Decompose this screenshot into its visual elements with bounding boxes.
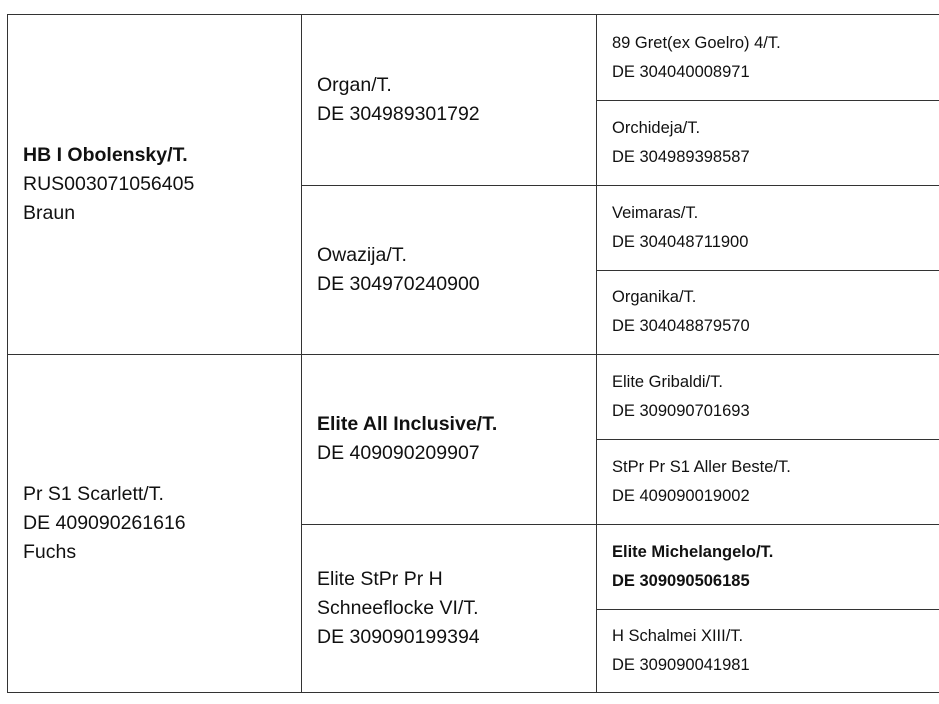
great-grandparent-cell [597, 524, 939, 609]
grandparent-name: Elite All Inclusive/T. [317, 413, 498, 435]
great-grandparent-cell [597, 354, 939, 439]
great-grandparent-name: Organika/T. [612, 288, 697, 306]
great-grandparent-registration: DE 309090041981 [612, 656, 750, 674]
grandparent-registration: DE 309090199394 [317, 626, 480, 648]
great-grandparent-registration: DE 304048879570 [612, 317, 750, 335]
grandparent-cell [302, 185, 597, 354]
row-divider [302, 524, 939, 525]
row-divider [597, 439, 939, 440]
dam-name: Pr S1 Scarlett/T. [23, 483, 164, 505]
great-grandparent-cell [597, 270, 939, 354]
sire-cell [8, 15, 302, 354]
grandparent-name: Owazija/T. [317, 243, 407, 266]
row-divider [302, 185, 939, 186]
grandparent-cell [302, 524, 597, 693]
grandparent-name: Elite StPr Pr H Schneeflocke VI/T. [317, 568, 479, 619]
sire-name: HB I Obolensky/T. [23, 144, 188, 166]
great-grandparent-registration: DE 409090019002 [612, 486, 750, 505]
great-grandparent-name: Orchideja/T. [612, 118, 701, 137]
great-grandparent-registration: DE 309090701693 [612, 401, 750, 420]
great-grandparent-cell [597, 100, 939, 185]
row-divider [597, 100, 939, 101]
grandparent-name: Organ/T. [317, 74, 392, 96]
dam-color: Fuchs [23, 541, 77, 563]
great-grandparent-registration: DE 304048711900 [612, 232, 749, 251]
row-divider [8, 354, 939, 355]
row-divider [597, 609, 939, 610]
great-grandparent-name: Elite Michelangelo/T. [612, 542, 774, 561]
sire-color: Braun [23, 202, 76, 224]
row-divider [597, 270, 939, 271]
great-grandparent-name: Veimaras/T. [612, 203, 699, 222]
great-grandparent-name: Elite Gribaldi/T. [612, 372, 723, 391]
sire-registration: RUS003071056405 [23, 173, 195, 195]
great-grandparent-registration: DE 304989398587 [612, 147, 750, 166]
great-grandparent-name: H Schalmei XIII/T. [612, 627, 744, 645]
great-grandparent-cell [597, 609, 939, 693]
great-grandparent-registration: DE 304040008971 [612, 62, 750, 81]
great-grandparent-cell [597, 439, 939, 524]
grandparent-cell [302, 15, 597, 185]
great-grandparent-name: StPr Pr S1 Aller Beste/T. [612, 457, 791, 476]
great-grandparent-cell [597, 15, 939, 100]
great-grandparent-registration: DE 309090506185 [612, 571, 750, 590]
pedigree-table [7, 14, 939, 693]
great-grandparent-cell [597, 185, 939, 270]
dam-cell [8, 354, 302, 693]
grandparent-cell [302, 354, 597, 524]
grandparent-registration: DE 304989301792 [317, 103, 480, 125]
dam-registration: DE 409090261616 [23, 512, 186, 534]
grandparent-registration: DE 409090209907 [317, 442, 480, 464]
great-grandparent-name: 89 Gret(ex Goelro) 4/T. [612, 33, 781, 52]
grandparent-registration: DE 304970240900 [317, 272, 480, 295]
